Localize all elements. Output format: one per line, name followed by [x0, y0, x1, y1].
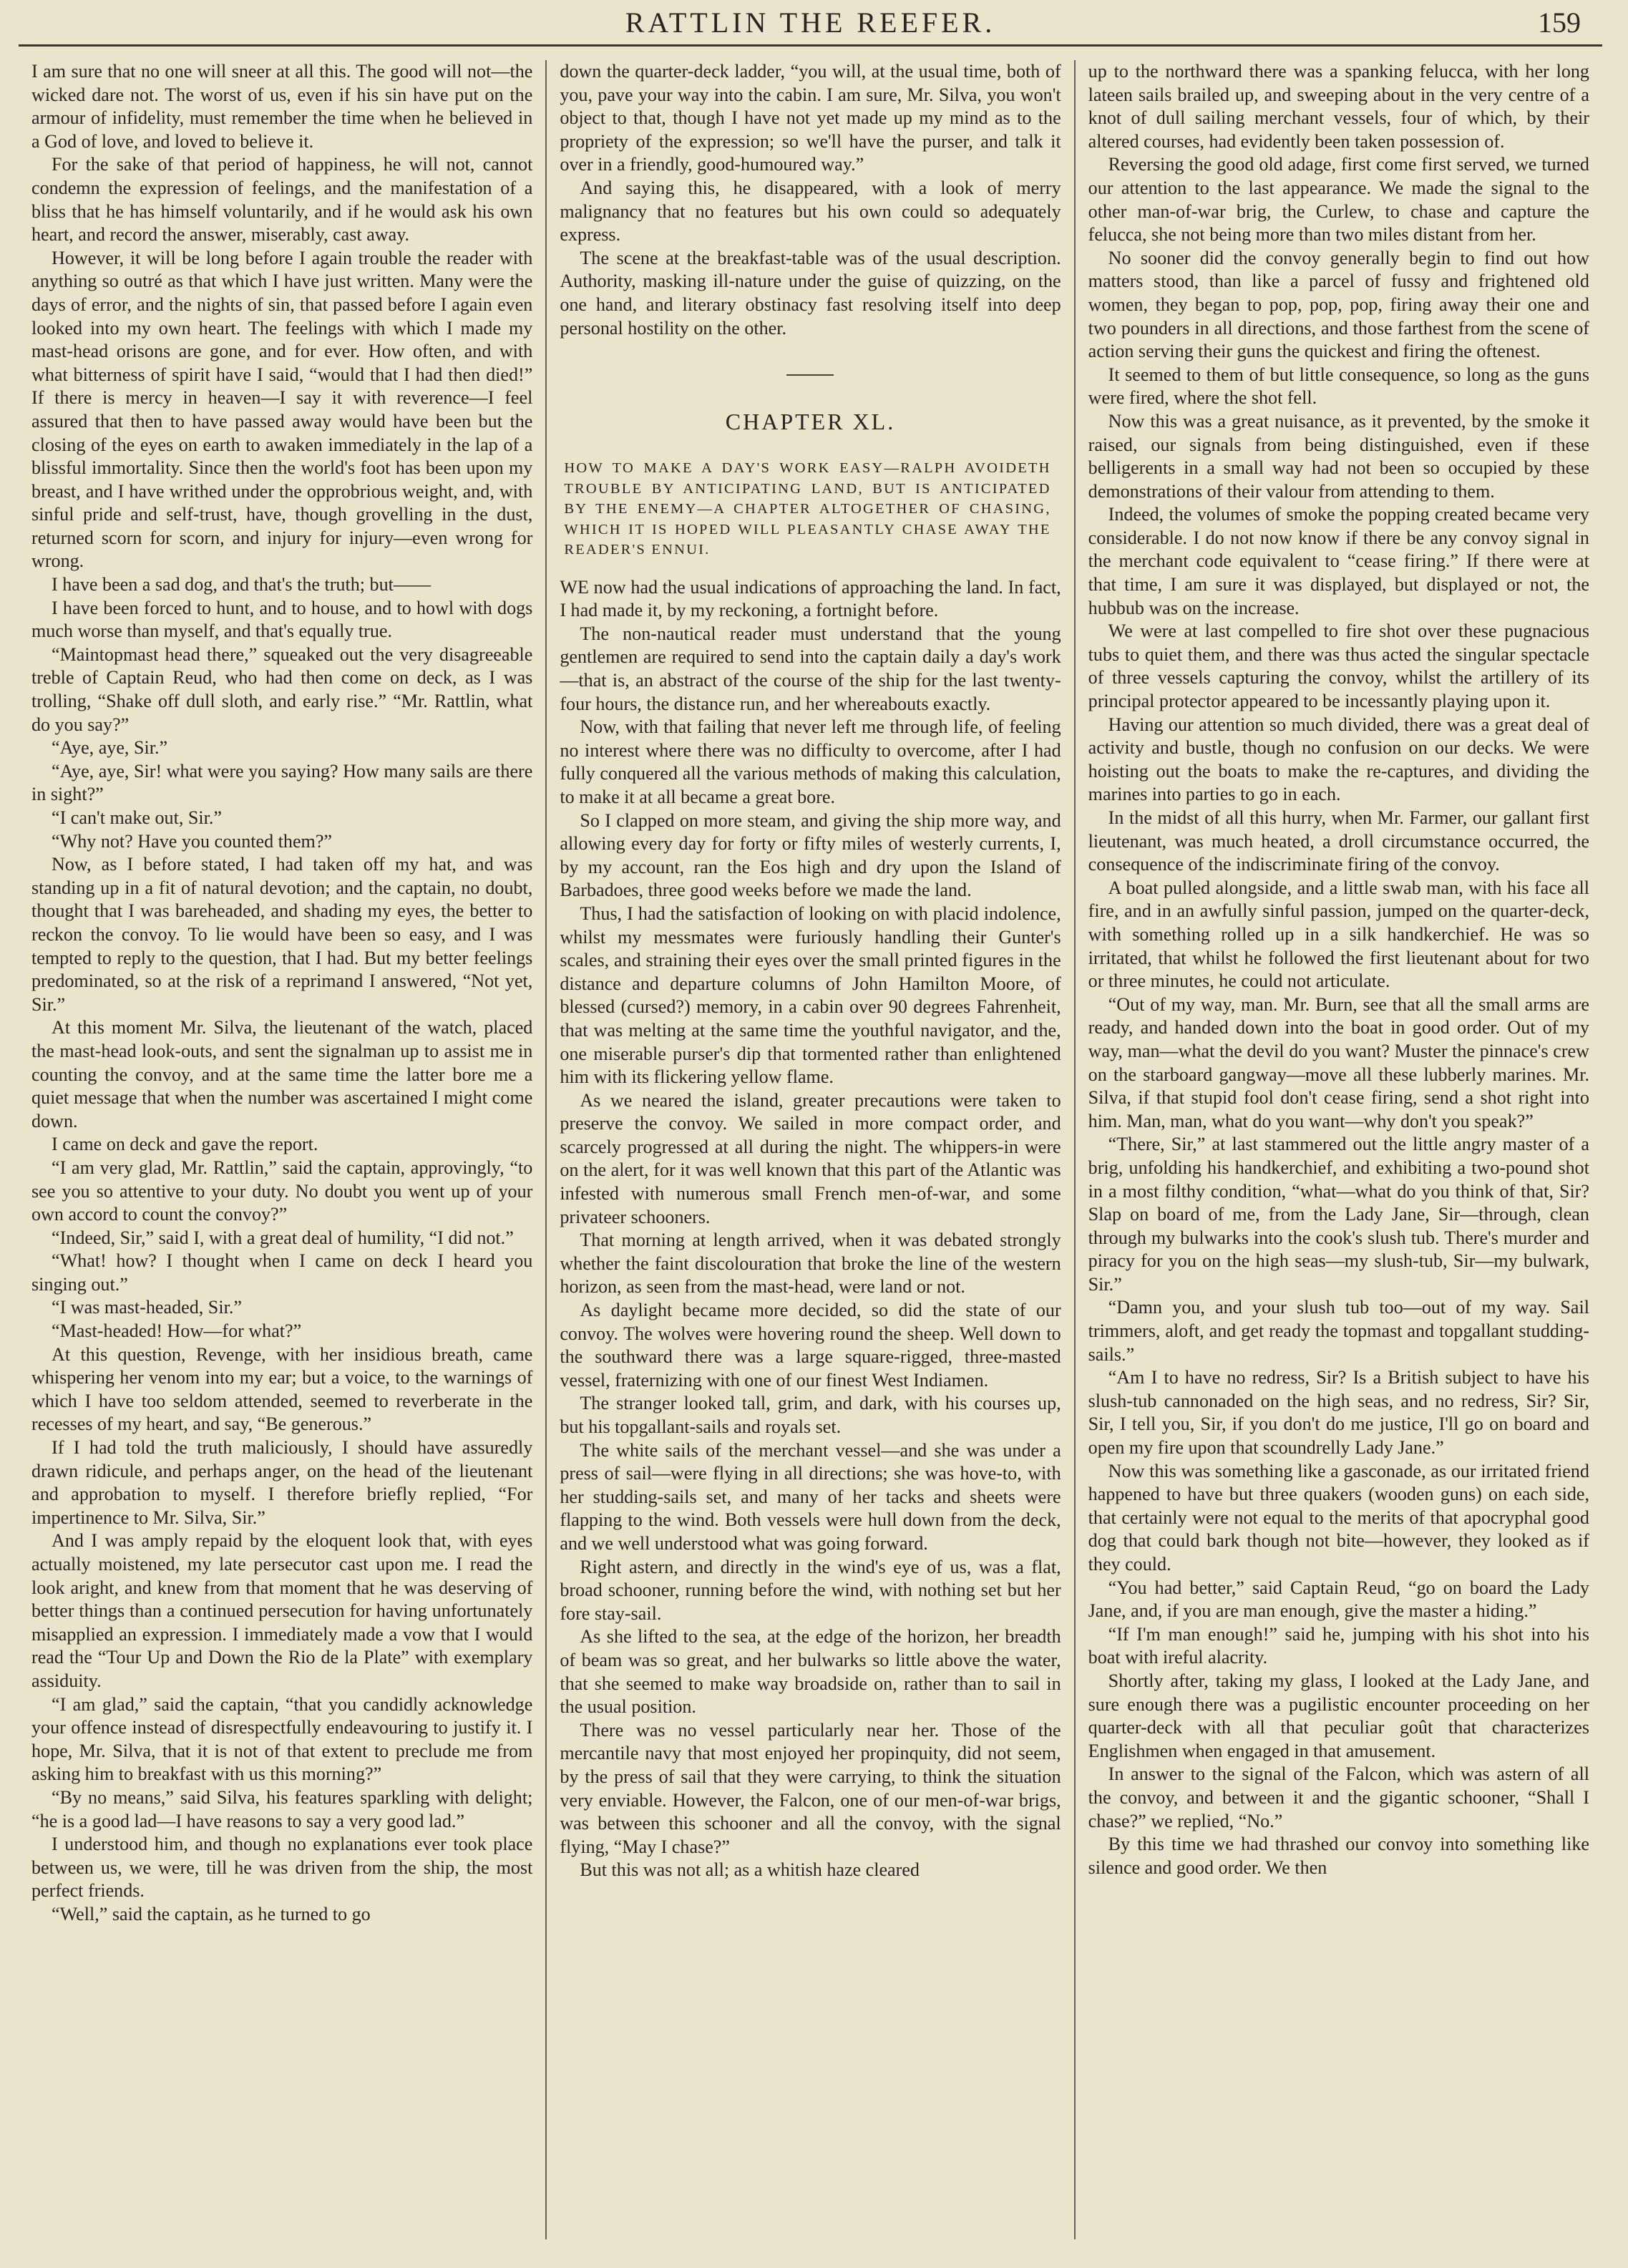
paragraph: “Out of my way, man. Mr. Burn, see that all the small arms are ready, and handed down into the boat in good order. Out of my way, man—what the devil do you want? Muster the pinnace's crew on the starboard gangway—move all these lubberly marines. Mr. Silva, if that stupid fool don't cease firing, send a shot right into him. Man, man, what do you want—why don't you speak?” [1088, 993, 1589, 1131]
column-2-intro [560, 60, 1061, 340]
paragraph: As we neared the island, greater precautions were taken to preserve the convoy. We sailed in more compact order, and scarcely progressed at all during the night. The whippers-in were on the alert, for it was well known that this part of the Atlantic was infested with numerous small French men-of-war, and some privateer schooners. [560, 1089, 1061, 1227]
paragraph: Now this was something like a gasconade, as our irritated friend happened to have but three quakers (wooden guns) on each side, that certainly were not equal to the merits of that apocryphal good dog that could bark though not bite—however, they looked as if they could. [1088, 1460, 1589, 1575]
paragraph: Shortly after, taking my glass, I looked at the Lady Jane, and sure enough there was a pugilistic encounter proceeding on her quarter-deck with all that peculiar goût that characterizes Englishmen when engaged in that amusement. [1088, 1670, 1589, 1761]
paragraph: By this time we had thrashed our convoy into something like silence and good order. We then [1088, 1834, 1589, 1878]
paragraph: “Maintopmast head there,” squeaked out the very disagreeable treble of Captain Reud, who had then come on deck, as I was trolling, “Shake off dull sloth, and early rise.” “Mr. Rattlin, what do you say?” [31, 643, 533, 735]
paragraph: As she lifted to the sea, at the edge of the horizon, her breadth of beam was so great, and her bulwarks so little above the water, that she seemed to make way broadside on, rather than to sail in the usual position. [560, 1626, 1061, 1718]
paragraph: No sooner did the convoy generally begin to find out how matters stood, than like a parcel of fussy and frightened old women, they began to pop, pop, pop, firing away their one and two pounders in all directions, and those farthest from the scene of action serving their guns the quickest and firing the oftenest. [1088, 247, 1589, 362]
paragraph: “Mast-headed! How—for what?” [52, 1320, 302, 1342]
paragraph: Now, with that failing that never left me through life, of feeling no interest where there was no difficulty to overcome, after I had fully conquered all the various methods of making this calculation, to make it at all became a great bore. [560, 716, 1061, 807]
paragraph: And saying this, he disappeared, with a look of merry malignancy that no features but his own could so adequately express. [560, 177, 1061, 245]
paragraph: Right astern, and directly in the wind's eye of us, was a flat, broad schooner, running before the wind, with nothing set but her fore stay-sail. [560, 1556, 1061, 1624]
paragraph: If I had told the truth maliciously, I should have assuredly drawn ridicule, and perhaps anger, on the head of the lieutenant and approbation to myself. I therefore briefly replied, “For impertinence to Mr. Silva, Sir.” [31, 1437, 533, 1528]
header-rule [19, 44, 1602, 47]
paragraph: “I am glad,” said the captain, “that you candidly acknowledge your offence instead of disrespectfully endeavouring to justify it. I hope, Mr. Silva, that it is not of that extent to preclude me from asking him to breakfast with us this morning?” [31, 1693, 533, 1785]
paragraph: I came on deck and gave the report. [52, 1134, 318, 1155]
section-divider [786, 374, 834, 376]
paragraph: “You had better,” said Captain Reud, “go on board the Lady Jane, and, if you are man enough, give the master a hiding.” [1088, 1577, 1589, 1622]
paragraph: Thus, I had the satisfaction of looking on with placid indolence, whilst my messmates were furiously handling their Gunter's scales, and straining their eyes over the small printed figures in the distance and departure columns of John Hamilton Moore, of blessed (cursed?) memory, in a cabin over 90 degrees Fahrenheit, that was melting at the same time the youthful navigator, and the, one miserable purser's dip that tormented rather than enlightened him with its flickering yellow flame. [560, 902, 1061, 1088]
paragraph: But this was not all; as a whitish haze cleared [580, 1859, 920, 1881]
paragraph: “Why not? Have you counted them?” [52, 830, 332, 852]
paragraph: The stranger looked tall, grim, and dark, with his courses up, but his topgallant-sails and royals set. [560, 1393, 1061, 1437]
paragraph: That morning at length arrived, when it was debated strongly whether the faint discolouration that broke the line of the western horizon, as seen from the mast-head, were land or not. [560, 1230, 1061, 1298]
paragraph: As daylight became more decided, so did the state of our convoy. The wolves were hovering round the sheep. Well down to the southward there was a large square-rigged, three-masted vessel, fraternizing with one of our finest West Indiamen. [560, 1300, 1061, 1391]
paragraph: There was no vessel particularly near her. Those of the mercantile navy that most enjoyed her propinquity, did not seem, by the press of sail that they were carrying, to think the situation very enviable. However, the Falcon, one of our men-of-war brigs, was between this schooner and all the convoy, with the signal flying, “May I chase?” [560, 1719, 1061, 1857]
paragraph: For the sake of that period of happiness, he will not, cannot condemn the expression of feelings, and the manifestation of a bliss that he has himself voluntarily, and if he would ask his own heart, and record the answer, miserably, cast away. [31, 154, 533, 245]
paragraph: The scene at the breakfast-table was of the usual description. Authority, masking ill-nature under the guise of quizzing, on the one hand, and literary obstinacy fast resolving itself into deep personal hostility on the other. [560, 247, 1061, 339]
paragraph: So I clapped on more steam, and giving the ship more way, and allowing every day for forty or fifty miles of westerly currents, I, by my account, ran the Eos high and dry upon the Island of Barbadoes, three good weeks before we made the land. [560, 809, 1061, 901]
paragraph: We were at last compelled to fire shot over these pugnacious tubs to quiet them, and there was thus acted the singular spectacle of three vessels capturing the convoy, whilst the artillery of its principal protector appeared to be incessantly playing upon it. [1088, 620, 1589, 712]
paragraph: “Well,” said the captain, as he turned to go [52, 1903, 371, 1924]
running-title: RATTLIN THE REEFER. [625, 6, 996, 39]
paragraph: I understood him, and though no explanations ever took place between us, we were, till he was driven from the ship, the most perfect friends. [31, 1834, 533, 1902]
paragraph: “There, Sir,” at last stammered out the little angry master of a brig, unfolding his handkerchief, and exhibiting a two-pound shot in a most filthy condition, “what—what do you think of that, Sir? Slap on board of me, from the Lady Jane, Sir—through, clean through my bulwarks into the cook's slush tub. There's murder and piracy for you on the high seas—my slush-tub, Sir—my bulwark, Sir.” [1088, 1134, 1589, 1295]
column-2-body [560, 576, 1061, 1882]
paragraph: down the quarter-deck ladder, “you will, at the usual time, both of you, pave your way into the cabin. I am sure, Mr. Silva, you won't object to that, though I have not yet made up my mind as to the propriety of the expression; so we'll have the purser, and talk it over in a friendly, good-humoured way.” [560, 61, 1061, 175]
paragraph: At this moment Mr. Silva, the lieutenant of the watch, placed the mast-head look-outs, and sent the signalman up to assist me in counting the convoy, and at the same time the latter bore me a quiet message that when the number was ascertained I might come down. [31, 1017, 533, 1131]
column-1 [19, 60, 545, 2239]
paragraph: “Aye, aye, Sir! what were you saying? How many sails are there in sight?” [31, 760, 533, 805]
paragraph: “Indeed, Sir,” said I, with a great deal of humility, “I did not.” [52, 1227, 514, 1248]
paragraph: It seemed to them of but little consequence, so long as the guns were fired, where the shot fell. [1088, 364, 1589, 409]
paragraph: I have been forced to hunt, and to house, and to howl with dogs much worse than myself, and that's equally true. [31, 597, 533, 642]
paragraph: “Am I to have no redress, Sir? Is a British subject to have his slush-tub cannonaded on the high seas, and no redress, Sir? Sir, Sir, I tell you, Sir, if you don't do me justice, I'll go on board and open my fire upon that scoundrelly Lady Jane.” [1088, 1367, 1589, 1459]
paragraph: I am sure that no one will sneer at all this. The good will not—the wicked dare not. The worst of us, even if his sin have put on the armour of infidelity, must remember the time when he believed in a God of love, and loved to believe it. [31, 61, 533, 152]
paragraph: The white sails of the merchant vessel—and she was under a press of sail—were flying in all directions; she was hove-to, with her studding-sails set, and many of her tacks and sheets were flapping to the wind. Both vessels were hull down from the deck, and we well understood what was going forward. [560, 1439, 1061, 1554]
paragraph: Indeed, the volumes of smoke the popping created became very considerable. I do not now know if there be any convoy signal in the merchant code equivalent to “cease firing.” If there were at that time, I am sure it was displayed, but displayed or not, the hubbub was on the increase. [1088, 504, 1589, 618]
paragraph: up to the northward there was a spanking felucca, with her long lateen sails brailed up, and sweeping about in the very centre of a knot of dull sailing merchant vessels, four of which, by their altered courses, had evidently been taken possession of. [1088, 61, 1589, 152]
paragraph: At this question, Revenge, with her insidious breath, came whispering her venom into my ear; but a voice, to the warnings of which I have too seldom attended, seemed to reverberate in the recesses of my heart, and say, “Be generous.” [31, 1343, 533, 1435]
paragraph: “I was mast-headed, Sir.” [52, 1297, 242, 1318]
paragraph: “By no means,” said Silva, his features sparkling with delight; “he is a good lad—I have reasons to say a very good lad.” [31, 1786, 533, 1831]
column-2 [545, 60, 1073, 2239]
paragraph: “I can't make out, Sir.” [52, 807, 223, 828]
page-header [19, 0, 1602, 54]
paragraph: Now this was a great nuisance, as it prevented, by the smoke it raised, our signals from being distinguished, even if these belligerents in a small way had not been so occupied by these demonstrations of their valour from attending to them. [1088, 410, 1589, 502]
text-columns [19, 60, 1602, 2239]
paragraph: In the midst of all this hurry, when Mr. Farmer, our gallant first lieutenant, was much heated, a droll circumstance occurred, the consequence of the indiscriminate firing of the convoy. [1088, 807, 1589, 875]
chapter-title: CHAPTER XL. [725, 409, 896, 435]
paragraph: “If I'm man enough!” said he, jumping with his shot into his boat with ireful alacrity. [1088, 1623, 1589, 1668]
paragraph: “Aye, aye, Sir.” [52, 737, 168, 759]
paragraph: In answer to the signal of the Falcon, which was astern of all the convoy, and between it and the gigantic schooner, “Shall I chase?” we replied, “No.” [1088, 1763, 1589, 1831]
paragraph: However, it will be long before I again trouble the reader with anything so outré as that which I have just written. Many were the days of error, and the nights of sin, that passed before I again even looked into my own heart. The feelings with which I made my mast-head orisons are gone, and for ever. How often, and with what bitterness of spirit have I said, “would that I had then died!” If there is mercy in heaven—I say it with reverence—I feel assured that then to have passed away would have been but the closing of the eyes on earth to awaken immediately in the lap of a blissful immortality. Since then the world's foot has been upon my breast, and I have writhed under the opprobrious weight, and, with sinful pride and self-trust, have, though grovelling in the dust, returned scorn for scorn, and injury for injury—even wrong for wrong. [31, 247, 533, 572]
paragraph: “Damn you, and your slush tub too—out of my way. Sail trimmers, aloft, and get ready the topmast and topgallant studding-sails.” [1088, 1297, 1589, 1365]
paragraph: I have been a sad dog, and that's the truth; but—— [52, 574, 432, 595]
chapter-synopsis: HOW TO MAKE A DAY'S WORK EASY—RALPH AVOIDETH TROUBLE BY ANTICIPATING LAND, BUT IS ANTICIPATED BY THE ENEMY—A CHAPTER ALTOGETHER OF CHASING, WHICH IT IS HOPED WILL PLEASANTLY CHASE AWAY THE READER'S ENNUI. [564, 460, 1051, 558]
paragraph: “What! how? I thought when I came on deck I heard you singing out.” [31, 1250, 533, 1295]
paragraph: WE now had the usual indications of approaching the land. In fact, I had made it, by my reckoning, a fortnight before. [560, 576, 1061, 621]
paragraph: The non-nautical reader must understand that the young gentlemen are required to send into the captain daily a day's work—that is, an abstract of the course of the ship for the last twenty-four hours, the distance run, and her whereabouts exactly. [560, 623, 1061, 714]
paragraph: Reversing the good old adage, first come first served, we turned our attention to the last appearance. We made the signal to the other man-of-war brig, the Curlew, to chase and capture the felucca, she not being more than two miles distant from her. [1088, 154, 1589, 245]
paragraph: A boat pulled alongside, and a little swab man, with his face all fire, and in an awfully sinful passion, jumped on the quarter-deck, with something rolled up in a silk handkerchief. He was so irritated, that whilst he followed the first lieutenant about for two or three minutes, he could not articulate. [1088, 877, 1589, 992]
paragraph: Now, as I before stated, I had taken off my hat, and was standing up in a fit of natural devotion; and the captain, no doubt, thought that I was bareheaded, and shading my eyes, the better to reckon the convoy. To lie would have been so easy, and I was tempted to reply to the question, that I had. But my better feelings predominated, so at the risk of a reprimand I answered, “Not yet, Sir.” [31, 854, 533, 1015]
paragraph: Having our attention so much divided, there was a great deal of activity and bustle, though no confusion on our decks. We were hoisting out the boats to make the re-captures, and dividing the marines into parties to go in each. [1088, 714, 1589, 805]
column-3 [1074, 60, 1602, 2239]
paragraph: And I was amply repaid by the eloquent look that, with eyes actually moistened, my late persecutor cast upon me. I read the look aright, and knew from that moment that he was deserving of better things than a continued persecution for having unfortunately misapplied an expression. I immediately made a vow that I would read the “Tour Up and Down the Rio de la Plate” with exemplary assiduity. [31, 1530, 533, 1691]
page-number: 159 [1538, 6, 1581, 39]
paragraph: “I am very glad, Mr. Rattlin,” said the captain, approvingly, “to see you so attentive to your duty. No doubt you went up of your own accord to count the convoy?” [31, 1157, 533, 1225]
